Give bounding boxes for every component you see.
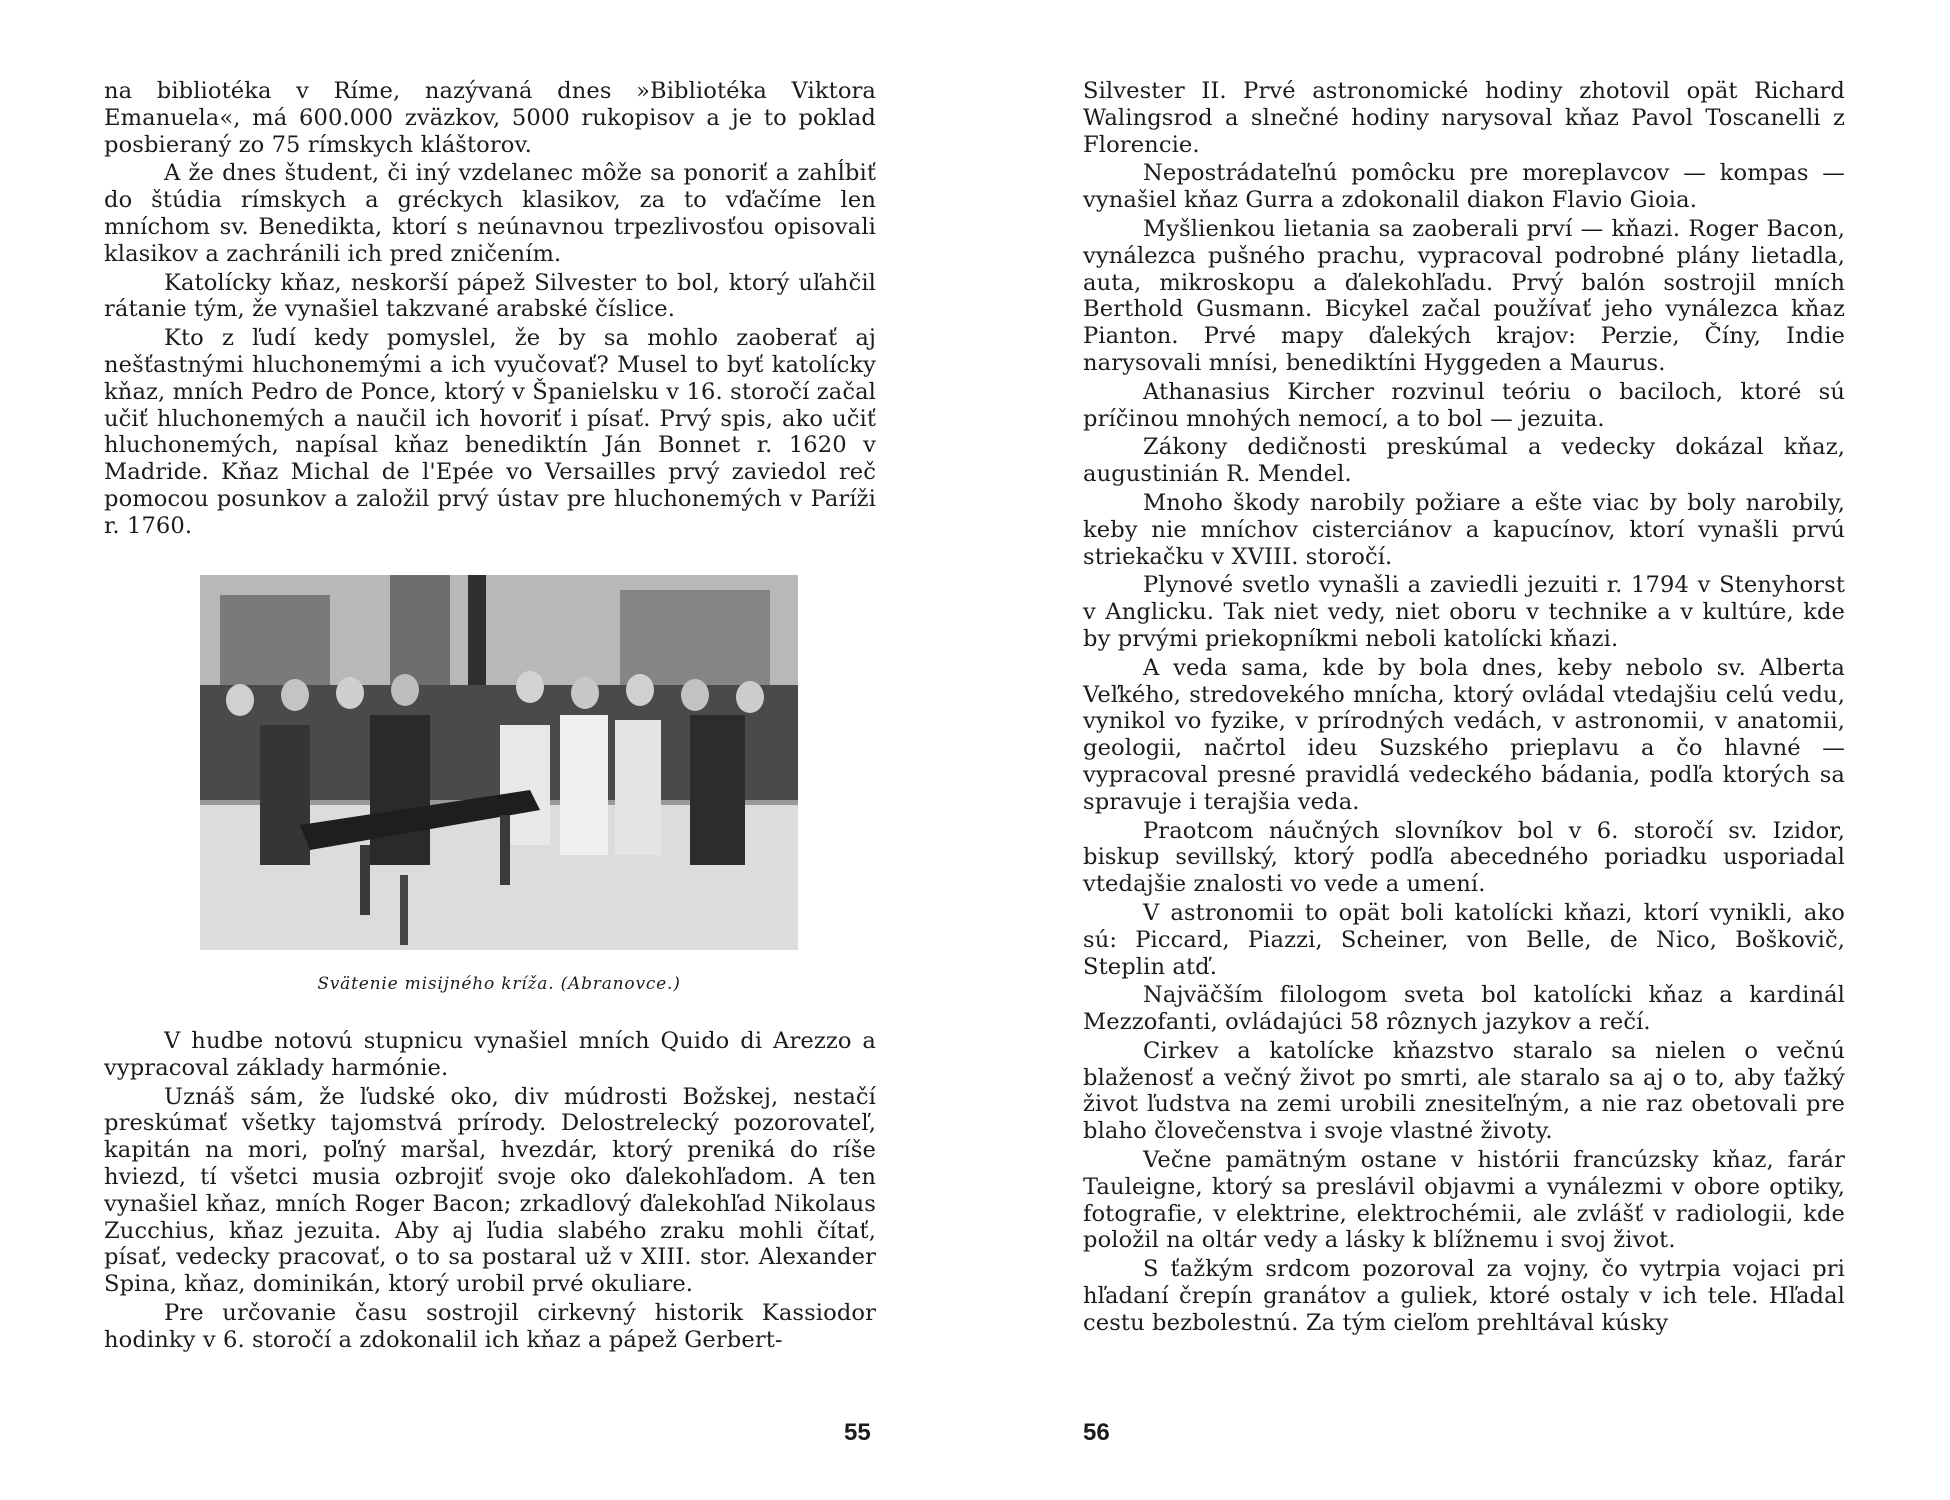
right-page xyxy=(975,0,1950,1500)
left-text-column-bottom xyxy=(104,1028,876,1356)
paragraph: Cirkev a katolícke kňazstvo staralo sa nielen o večnú blaženosť a večný život po smrti, ale staralo sa aj o to, aby ťažký život ľudstva na zemi urobili znesiteľným, a nie raz obetovali pre blaho človečenstva i svoje vlastné životy. xyxy=(1083,1037,1845,1145)
paragraph: Athanasius Kircher rozvinul teóriu o baciloch, ktoré sú príčinou mnohých nemocí, a to bol — jezuita. xyxy=(1083,378,1845,432)
paragraph: S ťažkým srdcom pozoroval za vojny, čo vytrpia vojaci pri hľadaní črepín granátov a guliek, ktoré ostaly v ich tele. Hľadal cestu bezbolestnú. Za tým cieľom prehltával kúsky xyxy=(1083,1256,1845,1336)
page-number: 55 xyxy=(844,1419,871,1446)
paragraph: Pre určovanie času sostrojil cirkevný historik Kassiodor hodinky v 6. storočí a zdokonalil ich kňaz a pápež Gerbert- xyxy=(104,1299,876,1353)
paragraph: V astronomii to opät boli katolícki kňazi, ktorí vynikli, ako sú: Piccard, Piazzi, Scheiner, von Belle, de Nico, Boškovič, Steplin atď. xyxy=(1083,899,1845,980)
paragraph: A veda sama, kde by bola dnes, keby nebolo sv. Alberta Veľkého, stredovekého mnícha, ktorý ovládal vtedajšiu celú vedu, vynikol vo fyzike, v prírodných vedách, v astronomii, v anatomii, geologii, načrtol ideu Suzského prieplavu a čo hlavné — vypracoval presné pravidlá vedeckého bádania, podľa ktorých sa spravuje i terajšia veda. xyxy=(1083,654,1845,815)
paragraph: Silvester II. Prvé astronomické hodiny zhotovil opät Richard Walingsrod a slnečné hodiny narysoval kňaz Pavol Toscanelli z Florencie. xyxy=(1083,78,1845,158)
paragraph: Nepostrádateľnú pomôcku pre moreplavcov — kompas — vynašiel kňaz Gurra a zdokonalil diakon Flavio Gioia. xyxy=(1083,160,1845,214)
right-text-column xyxy=(1083,78,1845,1339)
paragraph: Zákony dedičnosti preskúmal a vedecky dokázal kňaz, augustinián R. Mendel. xyxy=(1083,434,1845,488)
paragraph: Večne pamätným ostane v histórii francúzsky kňaz, farár Tauleigne, ktorý sa preslávil objavmi a vynálezmi v obore optiky, fotografie, v elektrine, elektrochémii, ale zvlášť v radiologii, kde položil na oltár vedy a lásky k blížnemu i svoj život. xyxy=(1083,1147,1845,1254)
paragraph: Mnoho škody narobily požiare a ešte viac by boly narobily, keby nie mníchov cisterciánov a kapucínov, ktorí vynašli prvú striekačku v XVIII. storočí. xyxy=(1083,489,1845,570)
paragraph: V hudbe notovú stupnicu vynašiel mních Quido di Arezzo a vypracoval základy harmónie. xyxy=(104,1028,876,1081)
photo-caption: Svätenie misijného kríža. (Abranovce.) xyxy=(317,974,681,994)
paragraph: Plynové svetlo vynašli a zaviedli jezuiti r. 1794 v Stenyhorst v Anglicku. Tak niet vedy, niet oboru v technike a v kultúre, kde by prvými priekopníkmi neboli katolícki kňazi. xyxy=(1083,572,1845,652)
paragraph: Katolícky kňaz, neskorší pápež Silvester to bol, ktorý uľahčil rátanie tým, že vynašiel takzvané arabské číslice. xyxy=(104,269,876,323)
paragraph: A že dnes študent, či iný vzdelanec môže sa ponoriť a zahĺbiť do štúdia rímskych a gréckych klasikov, za to vďačíme len mníchom sv. Benedikta, ktorí s neúnavnou trpezlivosťou opisovali klasikov a zachránili ich pred zničením. xyxy=(104,160,876,267)
left-text-column-top xyxy=(104,78,876,542)
paragraph: Uznáš sám, že ľudské oko, div múdrosti Božskej, nestačí preskúmať všetky tajomstvá prírody. Delostrelecký pozorovateľ, kapitán na mori, poľný maršal, hvezdár, ktorý preniká do ríše hviezd, tí všetci musia ozbrojiť svoje oko ďalekohľadom. A ten vynašiel kňaz, mních Roger Bacon; zrkadlový ďalekohľad Nikolaus Zucchius, kňaz jezuita. Aby aj ľudia slabého zraku mohli čítať, písať, vedecky pracovať, o to sa postaral už v XIII. stor. Alexander Spina, kňaz, dominikán, ktorý urobil prvé okuliare. xyxy=(104,1083,876,1298)
photograph-consecration-of-mission-cross xyxy=(200,575,798,950)
paragraph: Praotcom náučných slovníkov bol v 6. storočí sv. Izidor, biskup sevillský, ktorý podľa abecedného poriadku usporiadal vtedajšie znalosti vo vede a umení. xyxy=(1083,817,1845,898)
paragraph: Myšlienkou lietania sa zaoberali prví — kňazi. Roger Bacon, vynálezca pušného prachu, vypracoval podrobné plány lietadla, auta, mikroskopu a ďalekohľadu. Prvý balón sostrojil mních Berthold Gusmann. Bicykel začal používať jeho vynálezca kňaz Pianton. Prvé mapy ďalekých krajov: Perzie, Číny, Indie narysovali mnísi, benediktíni Hyggeden a Maurus. xyxy=(1083,215,1845,376)
page-number: 56 xyxy=(1083,1419,1110,1446)
paragraph: Kto z ľudí kedy pomyslel, že by sa mohlo zaoberať aj nešťastnými hluchonemými a ich vyučovať? Musel to byť katolícky kňaz, mních Pedro de Ponce, ktorý v Španielsku v 16. storočí začal učiť hluchonemých a naučil ich hovoriť i písať. Prvý spis, ako učiť hluchonemých, napísal kňaz benediktín Ján Bonnet r. 1620 v Madride. Kňaz Michal de l'Epée vo Versailles prvý zaviedol reč pomocou posunkov a založil prvý ústav pre hluchonemých v Paríži r. 1760. xyxy=(104,325,876,539)
paragraph: Najväčším filologom sveta bol katolícki kňaz a kardinál Mezzofanti, ovládajúci 58 rôznych jazykov a rečí. xyxy=(1083,982,1845,1036)
paragraph: na bibliotéka v Ríme, nazývaná dnes »Bibliotéka Viktora Emanuela«, má 600.000 zväzkov, 5000 rukopisov a je to poklad posbieraný zo 75 rímskych kláštorov. xyxy=(104,78,876,158)
